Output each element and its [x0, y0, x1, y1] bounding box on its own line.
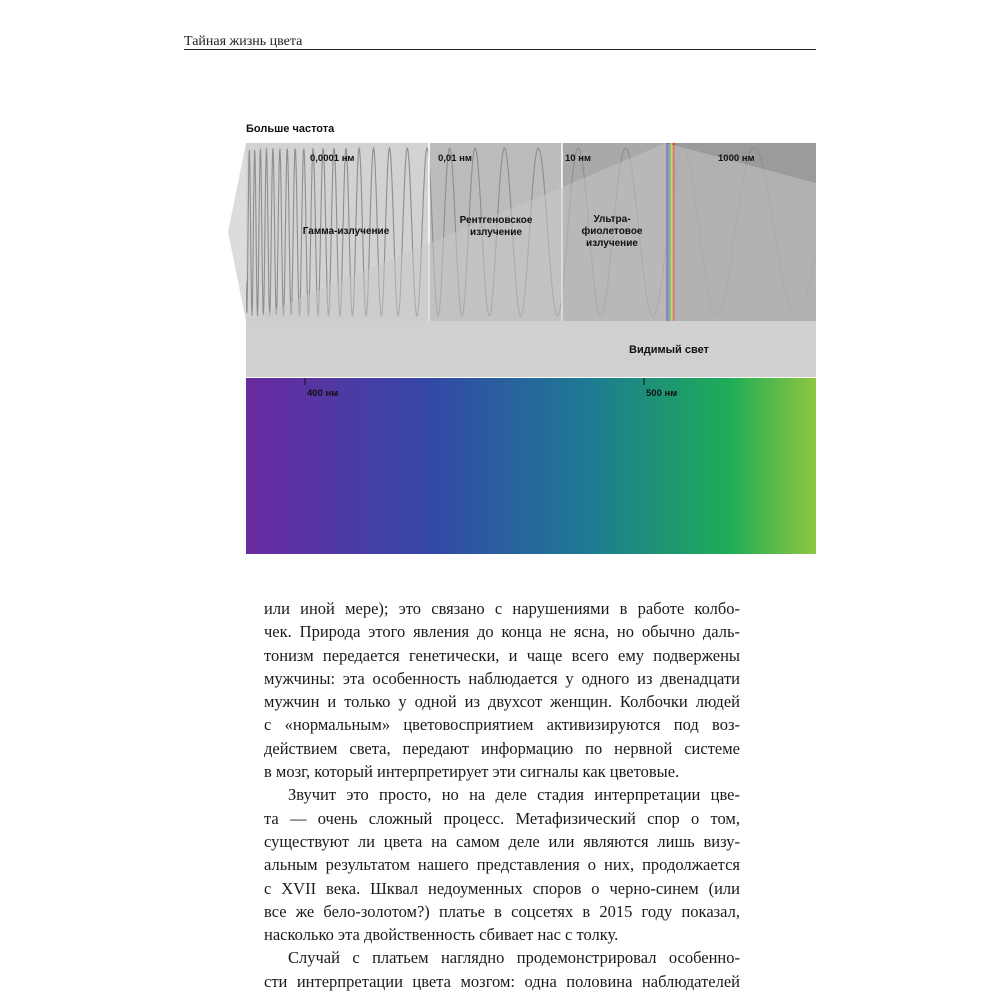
text-line: чек. Природа этого явления до конца не ясна, но обычно даль- [264, 622, 740, 642]
text-line: действием света, передают информацию по нервной системе [264, 738, 740, 758]
visible-spectrum-gradient [246, 378, 816, 554]
wavelength-label-2: 10 нм [565, 153, 591, 164]
xray-label-line-1: Рентгеновское [459, 215, 533, 226]
tick-label-500: 500 нм [646, 388, 678, 399]
uv-label-line-1: Ультра- [593, 214, 631, 225]
arrow-tip [228, 143, 246, 321]
uv-label-line-2: фиолетовое [581, 226, 643, 237]
body-text [264, 597, 740, 993]
text-line: в мозг, который интерпретирует эти сигналы как цветовые. [264, 762, 680, 782]
gamma-label: Гамма-излучение [302, 226, 390, 237]
paragraph-1 [264, 597, 740, 783]
paragraph-3 [264, 946, 740, 993]
xray-label-line-2: излучение [470, 227, 522, 238]
text-line: сти интерпретации цвета мозгом: одна половина наблюдателей [264, 971, 740, 991]
uv-label-line-3: излучение [586, 238, 638, 249]
frequency-label: Больше частота [246, 123, 335, 135]
text-line: насколько эта двойственность сбивает нас с толку. [264, 925, 619, 945]
text-line: та — очень сложный процесс. Метафизический спор о том, [264, 808, 740, 828]
text-line: все же бело-золотом?) платье в соцсетях в 2015 году показал, [264, 901, 740, 921]
tick-label-400: 400 нм [307, 388, 339, 399]
text-line: или иной мере); это связано с нарушениями в работе колбо- [264, 599, 740, 618]
text-line: тонизм передается генетически, и чаще всего ему подвержены [264, 645, 740, 665]
wavelength-label-3: 1000 нм [718, 153, 755, 164]
projection-lower [246, 321, 816, 377]
text-line: альным результатом нашего представления о них, продолжается [264, 855, 740, 875]
text-line: Случай с платьем наглядно продемонстрировал особенно- [288, 948, 740, 968]
text-line: Звучит это просто, но на деле стадия интерпретации цве- [288, 785, 740, 805]
visible-light-label: Видимый свет [629, 344, 709, 356]
text-line: с «нормальным» цветовосприятием активизируются под воз- [264, 715, 740, 735]
text-line: мужчин и только у одной из двухсот женщин. Колбочки людей [264, 692, 740, 712]
wavelength-label-0: 0,0001 нм [310, 153, 355, 164]
wavelength-label-1: 0,01 нм [438, 153, 472, 164]
text-line: мужчины: эта особенность наблюдается у одного из двенадцати [264, 668, 740, 688]
paragraph-2 [264, 783, 740, 946]
running-head: Тайная жизнь цвета [184, 34, 303, 49]
text-line: с XVII века. Шквал недоуменных споров о черно-синем (или [264, 878, 740, 898]
text-line: существуют ли цвета на самом деле или являются лишь визу- [264, 831, 740, 851]
